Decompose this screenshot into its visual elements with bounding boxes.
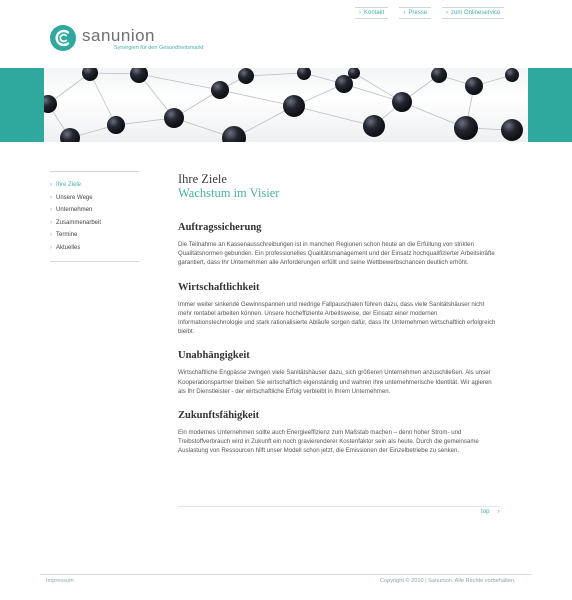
topnav-onlineservice-link[interactable] bbox=[442, 7, 504, 19]
page-subtitle: Wachstum im Visier bbox=[178, 186, 280, 200]
sidebar-item-zusammenarbeit[interactable] bbox=[50, 217, 139, 230]
arrow-right-icon: › bbox=[50, 219, 52, 226]
top-link-label: top bbox=[481, 508, 490, 515]
arrow-right-icon: › bbox=[50, 232, 52, 239]
sidebar-item-termine[interactable] bbox=[50, 229, 139, 242]
footer-divider bbox=[40, 574, 532, 575]
arrow-right-icon: › bbox=[359, 10, 361, 16]
arrow-right-icon: › bbox=[50, 207, 52, 214]
section-wirtschaftlichkeit bbox=[178, 282, 496, 337]
section-text: Immer weiter sinkende Gewinnspannen und niedrige Fallpauschalen führen dazu, dass viele Sanitätshäuser nicht mehr rentabel arbeiten können. Unsere hocheffiziente Arbeitsweise, der Einsatz einer modernen Informationstechnologie und stark rationalisierte Abläufe sorgen dafür, dass Ihr Unternehmen wirtschaftlich erfolgreich bleibt. bbox=[178, 300, 496, 336]
sidebar-item-ihre-ziele[interactable] bbox=[50, 179, 139, 192]
top-navigation bbox=[355, 7, 515, 19]
header-banner bbox=[0, 68, 572, 142]
section-zukunftsfaehigkeit bbox=[178, 410, 496, 456]
banner-network-image bbox=[44, 68, 528, 142]
sidebar-nav bbox=[50, 171, 139, 262]
section-heading: Wirtschaftlichkeit bbox=[178, 281, 260, 293]
topnav-kontakt-label: Kontakt bbox=[364, 10, 385, 16]
arrow-right-icon: › bbox=[50, 194, 52, 201]
section-heading: Zukunftsfähigkeit bbox=[178, 410, 260, 422]
footer-impressum-link[interactable]: Impressum bbox=[46, 578, 74, 584]
banner-teal-left bbox=[0, 68, 44, 142]
section-text: Wirtschaftliche Engpässe zwingen viele Sanitätshäuser dazu, sich größeren Unternehmen anzuschließen. Als unser Kooperationspartner bleiben Sie wirtschaftlich eigenständig und wahren ihre unternehmerische Identität. Wir agieren als Ihr Dienstleister - der wirtschaftliche Erfolg verbleibt in Ihrem Unternehmen. bbox=[178, 369, 492, 395]
logo-tagline: Synergien für den Gesundheitsmarkt bbox=[114, 45, 204, 51]
page-title: Ihre Ziele bbox=[178, 172, 227, 186]
section-text: Ein modernes Unternehmen sollte auch Energieeffizienz zum Maßstab machen – denn hoher Strom- und Treibstoffverbrauch wird in Zukunft ein noch gravierenderer Kostenfaktor sein als heute. Durch die gemeinsame Auslastung von Ressourcen hilft unser Modell schon jetzt, die Emissionen der Einzelbetriebe zu senken. bbox=[178, 429, 479, 455]
sidebar-item-label: Aktuelles bbox=[56, 244, 81, 251]
content-divider bbox=[178, 506, 500, 507]
sidebar-item-label: Unsere Wege bbox=[56, 194, 93, 201]
logo-wordmark[interactable]: sanunion bbox=[82, 26, 156, 45]
topnav-presse-link[interactable] bbox=[399, 7, 431, 19]
sanunion-logo-icon[interactable] bbox=[49, 24, 77, 52]
section-auftragssicherung bbox=[178, 222, 496, 268]
topnav-kontakt-link[interactable] bbox=[355, 7, 388, 19]
sidebar-item-unternehmen[interactable] bbox=[50, 204, 139, 217]
section-heading: Unabhängigkeit bbox=[178, 350, 250, 362]
section-text: Die Teilnahme an Kassenausschreibungen ist in manchen Regionen schon heute an die Erfüllung von strikten Qualitätsnormen gebunden. Ein professionelles Qualitätsmanagement und der Einsatz hochqualifizierter Arbeitskräfte garantiert, dass Ihr Unternehmen alle Anforderungen erfüllt und seine Wettbewerbschancen deutlich erhöht. bbox=[178, 241, 495, 267]
section-heading: Auftragssicherung bbox=[178, 222, 262, 233]
footer-copyright: Copyright © 2010 | Sanunion. Alle Rechte vorbehalten. bbox=[380, 578, 516, 584]
sidebar-item-label: Zusammenarbeit bbox=[56, 219, 102, 226]
section-unabhaengigkeit bbox=[178, 350, 496, 396]
sidebar-item-label: Unternehmen bbox=[56, 207, 93, 214]
back-to-top-link[interactable] bbox=[481, 508, 500, 515]
sidebar-item-label: Ihre Ziele bbox=[56, 182, 82, 188]
arrow-right-icon: › bbox=[403, 10, 406, 16]
banner-teal-right bbox=[528, 68, 572, 142]
main-content bbox=[178, 172, 496, 456]
topnav-presse-label: Presse bbox=[408, 10, 428, 16]
arrow-right-icon: › bbox=[50, 244, 52, 251]
arrow-right-icon: › bbox=[50, 182, 52, 188]
topnav-onlineservice-label: zum Onlineservice bbox=[451, 10, 501, 16]
sidebar-item-label: Termine bbox=[56, 232, 78, 239]
sidebar-item-aktuelles[interactable] bbox=[50, 242, 139, 255]
sidebar-item-unsere-wege[interactable] bbox=[50, 192, 139, 205]
arrow-right-icon: › bbox=[497, 508, 500, 515]
arrow-right-icon: › bbox=[446, 10, 449, 16]
network-spheres-graphic bbox=[44, 68, 528, 142]
